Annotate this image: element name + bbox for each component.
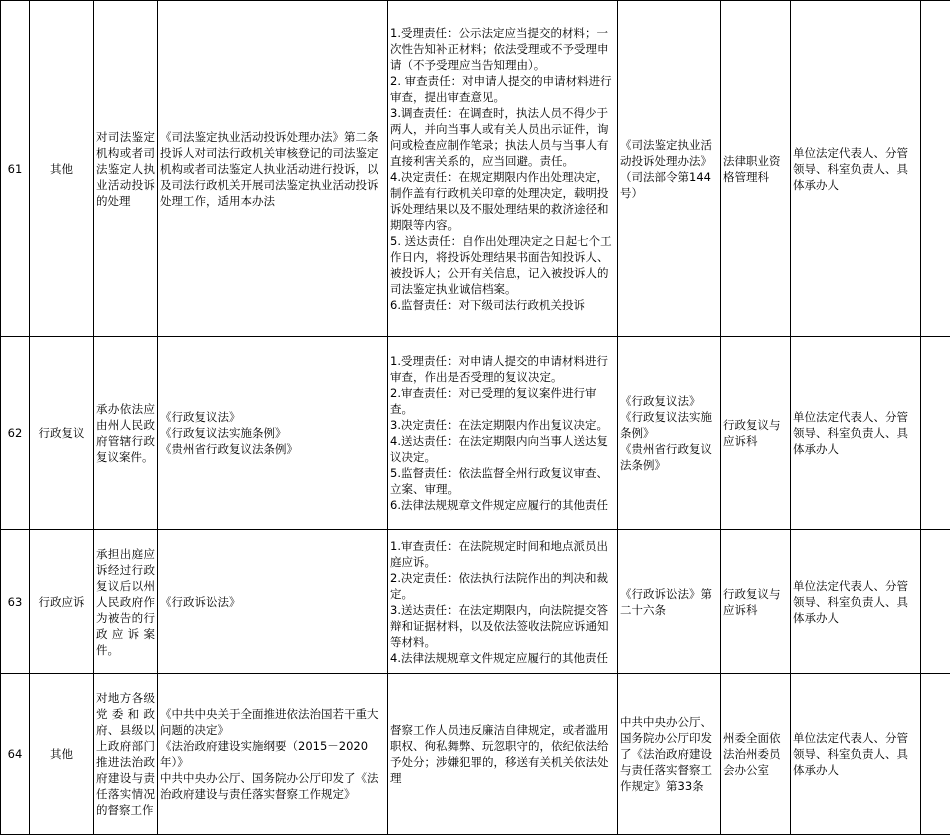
accountability-basis: 中共中央办公厅、国务院办公厅印发了《法治政府建设与责任落实督察工作规定》第33条: [618, 674, 721, 835]
responsibility-item: 4.决定责任：在规定期限内作出处理决定，制作盖有行政机关印章的处理决定，载明投诉处理结果以及不服处理结果的救济途径和期限等内容。: [390, 169, 615, 233]
responsibility-item: 3.决定责任：在法定期限内作出复议决定。: [390, 417, 615, 433]
item-name: 承担出庭应诉经过行政复议后以州人民政府作为被告的行政应诉案件。: [94, 530, 158, 674]
legal-basis: [158, 674, 388, 835]
responsibility-text: 督察工作人员违反廉洁自律规定，或者滥用职权、徇私舞弊、玩忽职守的，依纪依法给予处分；涉嫌犯罪的，移送有关机关依法处理: [388, 674, 618, 835]
department: 行政复议与应诉科: [721, 337, 791, 530]
department: 行政复议与应诉科: [721, 530, 791, 674]
legal-basis: 《司法鉴定执业活动投诉处理办法》第二条投诉人对司法行政机关审核登记的司法鉴定机构或者司法鉴定人执业活动进行投诉，以及司法行政机关开展司法鉴定执业活动投诉处理工作，适用本办法: [158, 1, 388, 337]
accountability-basis: 《司法鉴定执业活动投诉处理办法》（司法部令第144号）: [618, 1, 721, 337]
row-number: 64: [1, 674, 30, 835]
legal-basis-line: 《贵州省行政复议法条例》: [160, 441, 385, 457]
accountability-line: 《贵州省行政复议法条例》: [620, 441, 718, 473]
responsibility-item: 1.受理责任：对申请人提交的申请材料进行审查，作出是否受理的复议决定。: [390, 353, 615, 385]
responsible-persons: 单位法定代表人、分管领导、科室负责人、具体承办人: [791, 337, 921, 530]
responsibility-item: 1.受理责任：公示法定应当提交的材料；一次性告知补正材料；依法受理或不予受理申请（不予受理应当告知理由）。: [390, 25, 615, 73]
department: 州委全面依法治州委员会办公室: [721, 674, 791, 835]
responsibility-item: 5. 送达责任：自作出处理决定之日起七个工作日内，将投诉处理结果书面告知投诉人、被投诉人；公开有关信息，记入被投诉人的司法鉴定执业诚信档案。: [390, 233, 615, 297]
legal-basis-line: 中共中央办公厅、国务院办公厅印发了《法治政府建设与责任落实督察工作规定》: [160, 770, 385, 802]
legal-basis-line: 《法治政府建设实施纲要（2015－2020年）》: [160, 738, 385, 770]
table-row: [1, 337, 950, 530]
remarks-cell: [921, 1, 950, 337]
accountability-line: 《行政复议法实施条例》: [620, 409, 718, 441]
responsibility-item: 2. 审查责任：对申请人提交的申请材料进行审查，提出审查意见。: [390, 73, 615, 105]
row-number: 63: [1, 530, 30, 674]
row-number: 62: [1, 337, 30, 530]
remarks-cell: [921, 530, 950, 674]
responsibility-item: 1.审查责任：在法院规定时间和地点派员出庭应诉。: [390, 538, 615, 570]
responsibility-item: 4.法律法规规章文件规定应履行的其他责任: [390, 650, 615, 666]
item-type: 行政复议: [30, 337, 94, 530]
remarks-cell: [921, 337, 950, 530]
table-row: [1, 1, 950, 337]
accountability-line: 《行政复议法》: [620, 393, 718, 409]
item-name: 对地方各级党委和政府、县级以上政府部门推进法治政府建设与责任落实情况的督察工作: [94, 674, 158, 835]
item-name: 承办依法应由州人民政府管辖行政复议案件。: [94, 337, 158, 530]
responsibility-item: 5.监督责任：依法监督全州行政复议审查、立案、审理。: [390, 465, 615, 497]
legal-basis-line: 《中共中央关于全面推进依法治国若干重大问题的决定》: [160, 706, 385, 738]
table-row: [1, 674, 950, 835]
responsibility-item: 6.监督责任：对下级司法行政机关投诉: [390, 297, 615, 313]
legal-basis: [158, 337, 388, 530]
responsible-persons: 单位法定代表人、分管领导、科室负责人、具体承办人: [791, 1, 921, 337]
responsibility-item: 3.送达责任：在法定期限内，向法院提交答辩和证据材料，以及依法签收法院应诉通知等材料。: [390, 602, 615, 650]
responsible-persons: 单位法定代表人、分管领导、科室负责人、具体承办人: [791, 674, 921, 835]
responsibility-list: [388, 530, 618, 674]
legal-basis: 《行政诉讼法》: [158, 530, 388, 674]
responsibility-item: 4.送达责任：在法定期限内向当事人送达复议决定。: [390, 433, 615, 465]
responsibility-item: 6.法律法规规章文件规定应履行的其他责任: [390, 497, 615, 513]
item-type: 其他: [30, 1, 94, 337]
table-row: [1, 530, 950, 674]
responsibility-list: [388, 1, 618, 337]
accountability-basis: [618, 337, 721, 530]
item-type: 其他: [30, 674, 94, 835]
legal-basis-line: 《行政复议法实施条例》: [160, 425, 385, 441]
legal-basis-line: 《行政复议法》: [160, 409, 385, 425]
item-type: 行政应诉: [30, 530, 94, 674]
remarks-cell: [921, 674, 950, 835]
responsibility-item: 3.调查责任：在调查时，执法人员不得少于两人，并向当事人或有关人员出示证件，询问或检查应制作笔录；执法人员与当事人有直接利害关系的，应当回避。责任。: [390, 105, 615, 169]
department: 法律职业资格管理科: [721, 1, 791, 337]
responsible-persons: 单位法定代表人、分管领导、科室负责人、具体承办人: [791, 530, 921, 674]
responsibility-item: 2.决定责任：依法执行法院作出的判决和裁定。: [390, 570, 615, 602]
accountability-basis: 《行政诉讼法》第二十六条: [618, 530, 721, 674]
row-number: 61: [1, 1, 30, 337]
responsibility-list: [388, 337, 618, 530]
item-name: 对司法鉴定机构或者司法鉴定人执业活动投诉的处理: [94, 1, 158, 337]
responsibility-item: 2.审查责任：对已受理的复议案件进行审查。: [390, 385, 615, 417]
